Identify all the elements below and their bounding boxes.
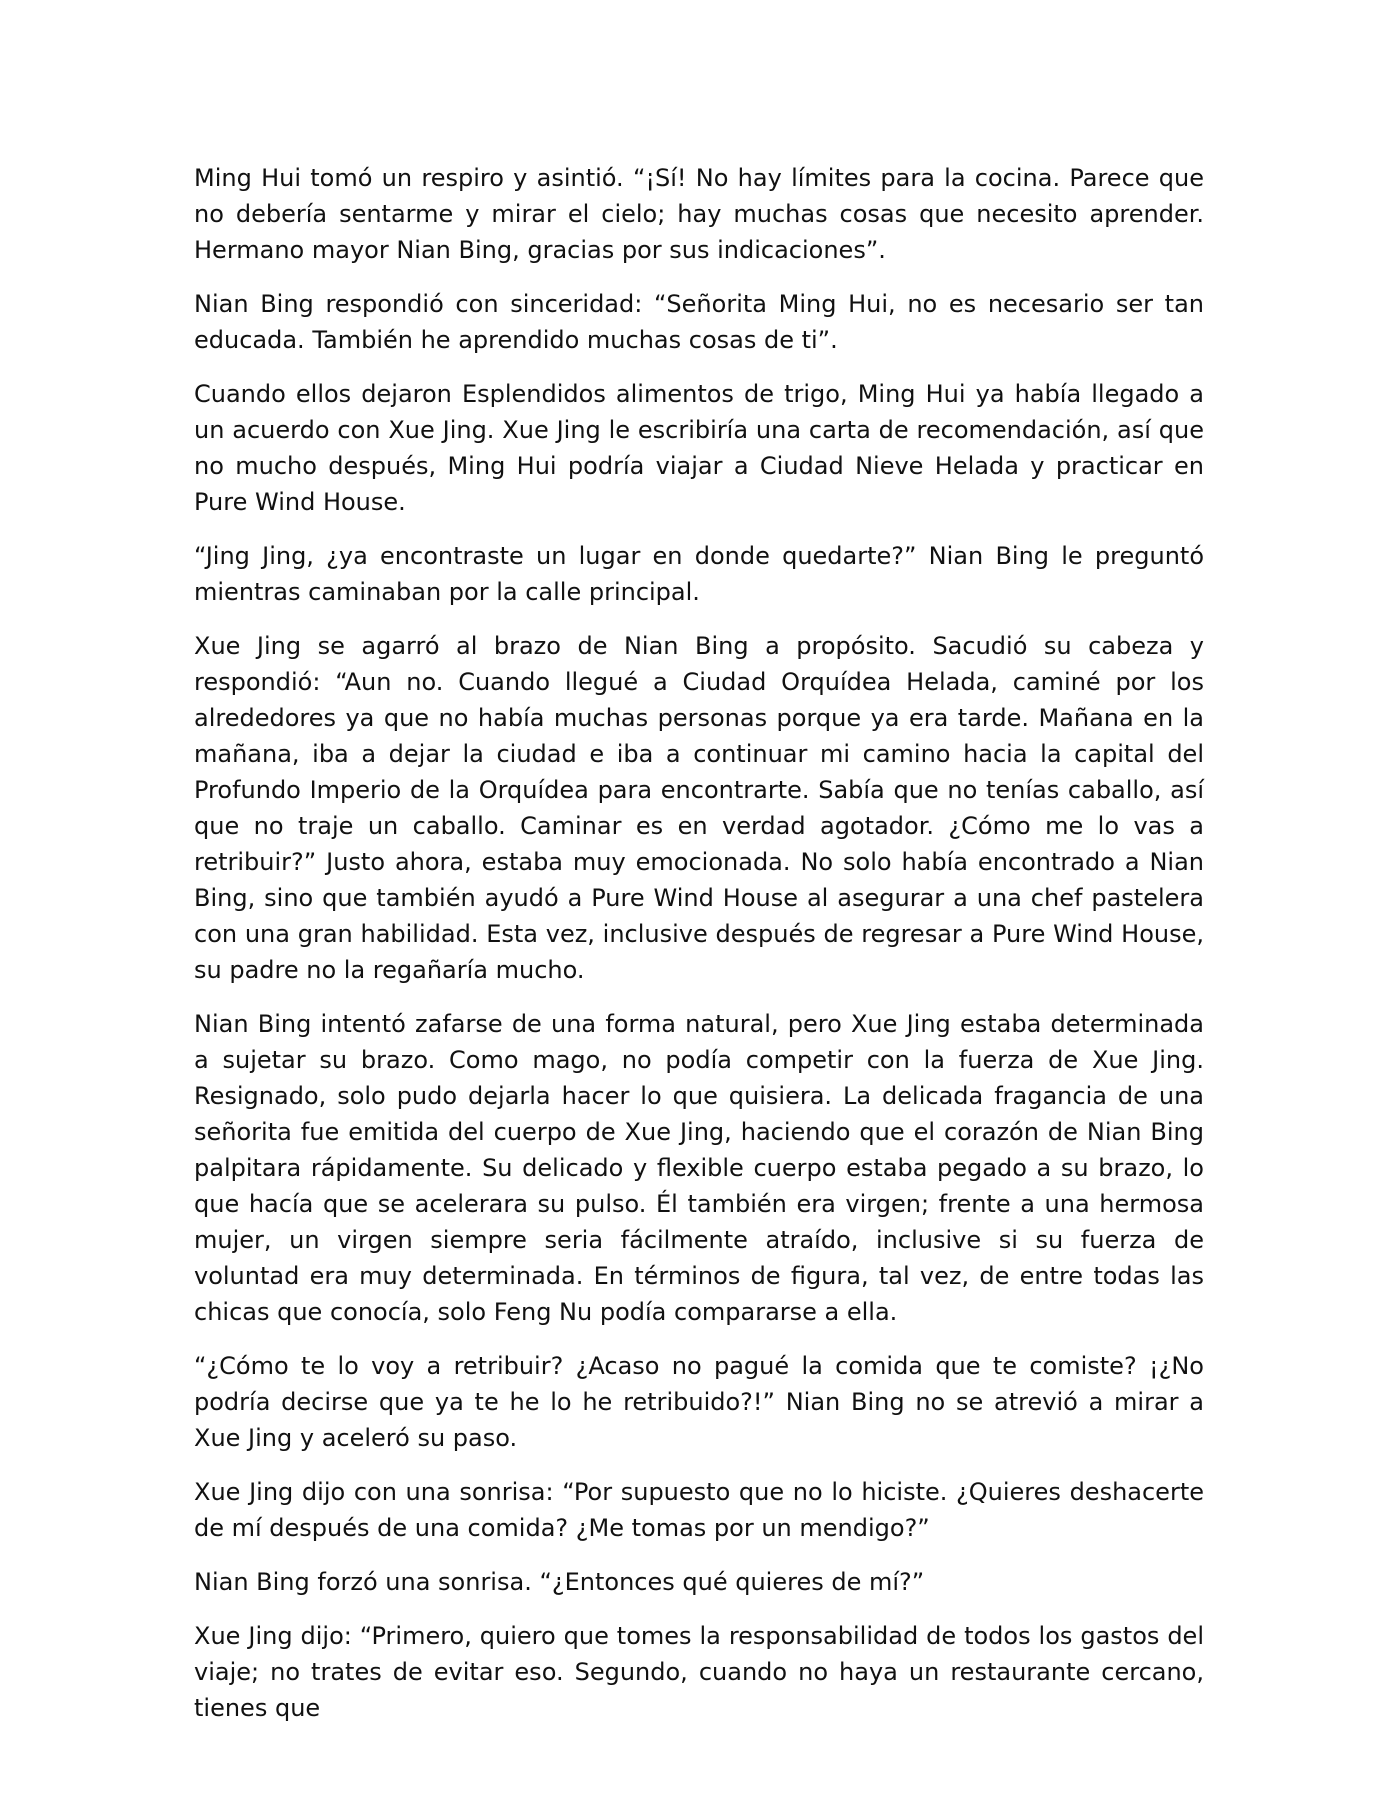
- body-text: [194, 160, 1204, 1744]
- paragraph-1: Ming Hui tomó un respiro y asintió. “¡Sí! No hay límites para la cocina. Parece que no debería sentarme y mirar el cielo; hay muchas cosas que necesito aprender. Hermano mayor Nian Bing, gracias por sus indicaciones”.: [194, 164, 1204, 264]
- paragraph-10: Xue Jing dijo: “Primero, quiero que tomes la responsabilidad de todos los gastos del viaje; no trates de evitar eso. Segundo, cuando no haya un restaurante cercano, tienes que: [194, 1622, 1204, 1722]
- paragraph-8: Xue Jing dijo con una sonrisa: “Por supuesto que no lo hiciste. ¿Quieres deshacerte de mí después de una comida? ¿Me tomas por un mendigo?”: [194, 1478, 1204, 1542]
- paragraph-4: “Jing Jing, ¿ya encontraste un lugar en donde quedarte?” Nian Bing le preguntó mientras caminaban por la calle principal.: [194, 542, 1204, 606]
- paragraph-3: Cuando ellos dejaron Esplendidos alimentos de trigo, Ming Hui ya había llegado a un acuerdo con Xue Jing. Xue Jing le escribiría una carta de recomendación, así que no mucho después, Ming Hui podría viajar a Ciudad Nieve Helada y practicar en Pure Wind House.: [194, 380, 1204, 516]
- paragraph-9: Nian Bing forzó una sonrisa. “¿Entonces qué quieres de mí?”: [194, 1568, 925, 1596]
- paragraph-2: Nian Bing respondió con sinceridad: “Señorita Ming Hui, no es necesario ser tan educada. También he aprendido muchas cosas de ti”.: [194, 290, 1204, 354]
- paragraph-5: Xue Jing se agarró al brazo de Nian Bing a propósito. Sacudió su cabeza y respondió: “Aun no. Cuando llegué a Ciudad Orquídea Helada, caminé por los alrededores ya que no había muchas personas porque ya era tarde. Mañana en la mañana, iba a dejar la ciudad e iba a continuar mi camino hacia la capital del Profundo Imperio de la Orquídea para encontrarte. Sabía que no tenías caballo, así que no traje un caballo. Caminar es en verdad agotador. ¿Cómo me lo vas a retribuir?” Justo ahora, estaba muy emocionada. No solo había encontrado a Nian Bing, sino que también ayudó a Pure Wind House al asegurar a una chef pastelera con una gran habilidad. Esta vez, inclusive después de regresar a Pure Wind House, su padre no la regañaría mucho.: [194, 632, 1204, 984]
- paragraph-6: Nian Bing intentó zafarse de una forma natural, pero Xue Jing estaba determinada a sujetar su brazo. Como mago, no podía competir con la fuerza de Xue Jing. Resignado, solo pudo dejarla hacer lo que quisiera. La delicada fragancia de una señorita fue emitida del cuerpo de Xue Jing, haciendo que el corazón de Nian Bing palpitara rápidamente. Su delicado y flexible cuerpo estaba pegado a su brazo, lo que hacía que se acelerara su pulso. Él también era virgen; frente a una hermosa mujer, un virgen siempre seria fácilmente atraído, inclusive si su fuerza de voluntad era muy determinada. En términos de figura, tal vez, de entre todas las chicas que conocía, solo Feng Nu podía compararse a ella.: [194, 1010, 1204, 1326]
- paragraph-7: “¿Cómo te lo voy a retribuir? ¿Acaso no pagué la comida que te comiste? ¡¿No podría decirse que ya te he lo he retribuido?!” Nian Bing no se atrevió a mirar a Xue Jing y aceleró su paso.: [194, 1352, 1204, 1452]
